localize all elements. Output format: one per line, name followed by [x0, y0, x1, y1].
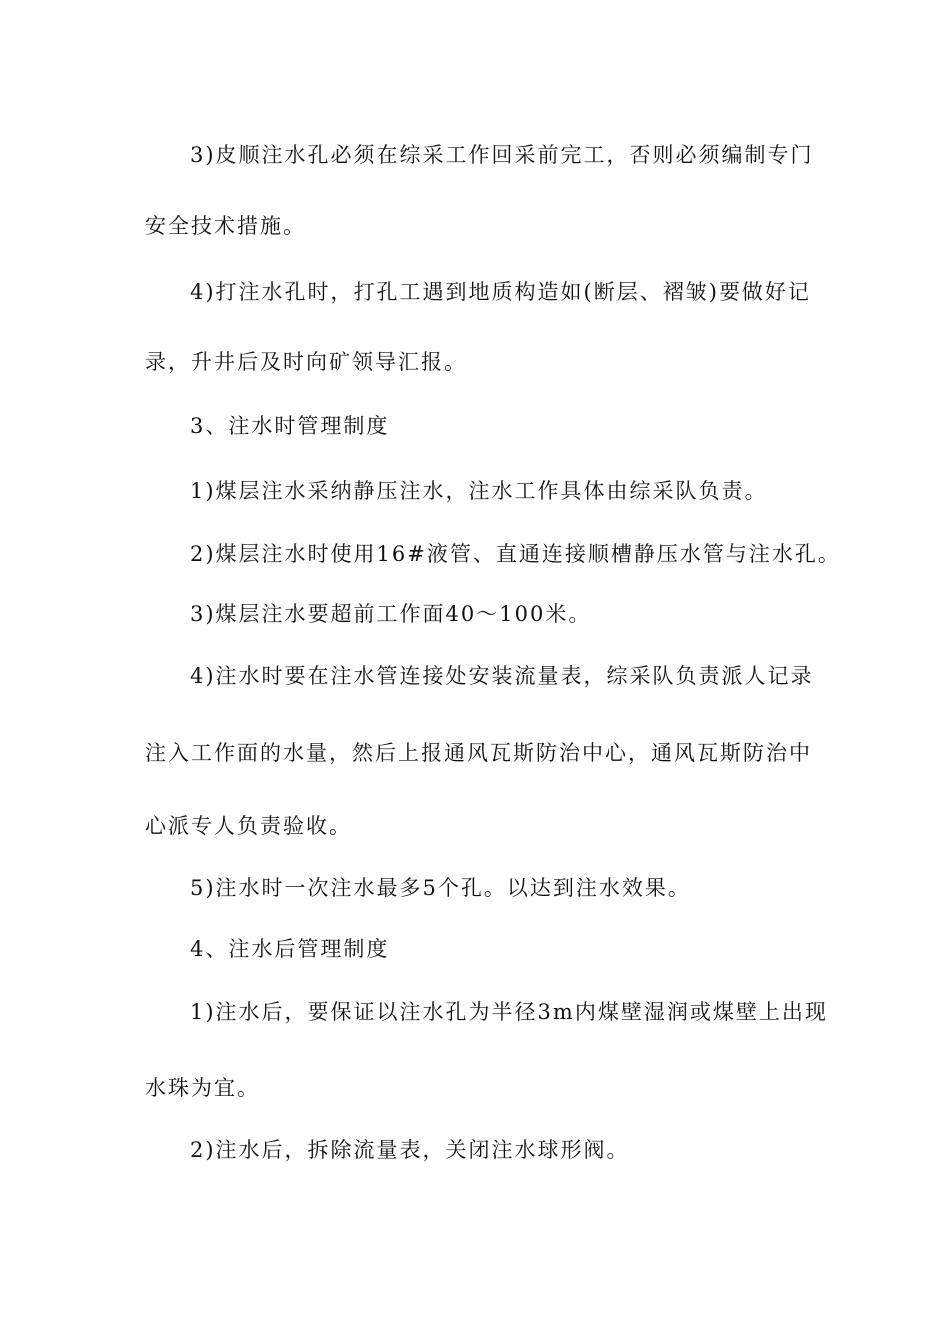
section-heading: 4、注水后管理制度	[190, 937, 390, 961]
paragraph-line: 4)打注水孔时，打孔工遇到地质构造如(断层、褶皱)要做好记	[190, 280, 811, 304]
paragraph-line: 1)煤层注水采纳静压注水，注水工作具体由综采队负责。	[190, 479, 768, 503]
paragraph-line: 1)注水后，要保证以注水孔为半径3m内煤壁湿润或煤壁上出现	[190, 1000, 828, 1024]
paragraph-line: 安全技术措施。	[145, 214, 306, 238]
paragraph-line: 水珠为宜。	[145, 1076, 260, 1100]
paragraph-line: 录，升井后及时向矿领导汇报。	[145, 350, 467, 374]
paragraph-line: 3)皮顺注水孔必须在综采工作回采前完工，否则必须编制专门	[190, 143, 814, 167]
paragraph-line: 5)注水时一次注水最多5个孔。以达到注水效果。	[190, 876, 691, 900]
paragraph-line: 心派专人负责验收。	[145, 814, 352, 838]
paragraph-line: 2)注水后，拆除流量表，关闭注水球形阀。	[190, 1138, 630, 1162]
section-heading: 3、注水时管理制度	[190, 414, 390, 438]
paragraph-line: 2)煤层注水时使用16#液管、直通连接顺槽静压水管与注水孔。	[190, 542, 841, 566]
paragraph-line: 注入工作面的水量，然后上报通风瓦斯防治中心，通风瓦斯防治中	[145, 741, 812, 765]
paragraph-line: 4)注水时要在注水管连接处安装流量表，综采队负责派人记录	[190, 664, 814, 688]
paragraph-line: 3)煤层注水要超前工作面40～100米。	[190, 602, 592, 626]
